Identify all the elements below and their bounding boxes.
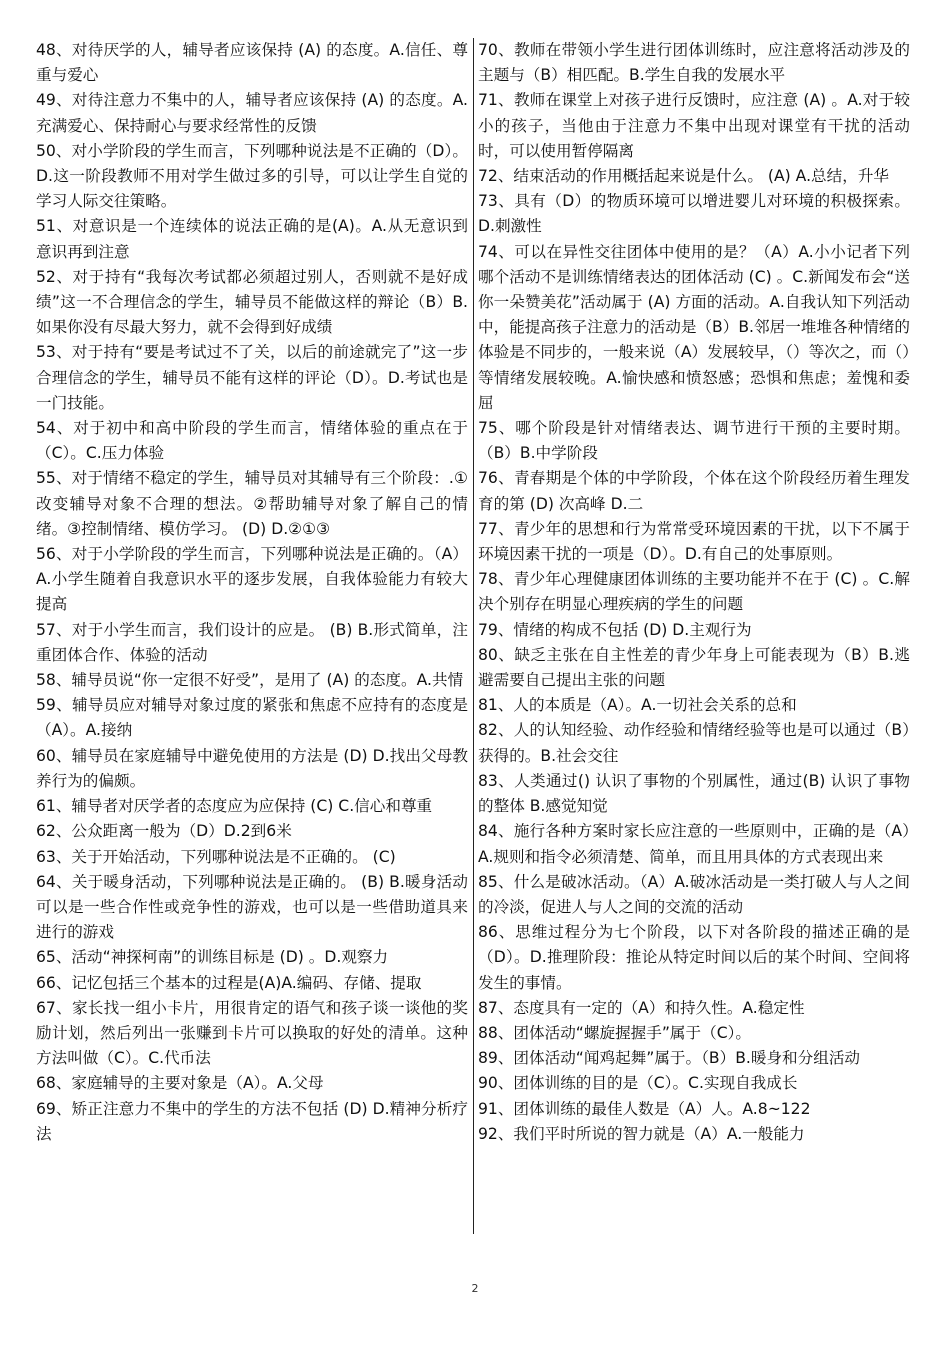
- column-divider: [473, 38, 474, 1234]
- question-item: 58、辅导员说“你一定很不好受”，是用了 (A) 的态度。A.共情: [36, 671, 464, 690]
- question-item: 55、对于情绪不稳定的学生，辅导员对其辅导有三个阶段：.①改变辅导对象不合理的想法。②帮助辅导对象了解自己的情绪。③控制情绪、模仿学习。 (D) D.②①③: [36, 469, 468, 538]
- question-item: 62、公众距离一般为（D）D.2到6米: [36, 822, 292, 841]
- question-item: 54、对于初中和高中阶段的学生而言，情绪体验的重点在于（C）。C.压力体验: [36, 419, 468, 463]
- question-item: 68、家庭辅导的主要对象是（A）。A.父母: [36, 1074, 324, 1093]
- question-item: 52、对于持有“我每次考试都必须超过别人，否则就不是好成绩”这一不合理信念的学生，辅导员不能做这样的辩论（B）B.如果你没有尽最大努力，就不会得到好成绩: [36, 267, 468, 337]
- question-item: 59、辅导员应对辅导对象过度的紧张和焦虑不应持有的态度是（A）。A.接纳: [36, 696, 468, 740]
- question-item: 82、人的认知经验、动作经验和情绪经验等也是可以通过（B）获得的。B.社会交往: [478, 721, 910, 765]
- question-item: 83、人类通过() 认识了事物的个别属性，通过(B) 认识了事物的整体 B.感觉知觉: [478, 771, 910, 816]
- question-item: 61、辅导者对厌学者的态度应为应保持 (C) C.信心和尊重: [36, 797, 433, 816]
- question-item: 86、思维过程分为七个阶段，以下对各阶段的描述正确的是（D）。D.推理阶段：推论从特定时间以后的某个时间、空间将发生的事情。: [478, 923, 910, 992]
- question-item: 75、哪个阶段是针对情绪表达、调节进行干预的主要时期。（B）B.中学阶段: [478, 419, 910, 463]
- question-item: 56、对于小学阶段的学生而言，下列哪种说法是正确的。（A）A.小学生随着自我意识水平的逐步发展，自我体验能力有较大提高: [36, 545, 468, 614]
- question-item: 63、关于开始活动，下列哪种说法是不正确的。 (C): [36, 847, 396, 866]
- question-item: 72、结束活动的作用概括起来说是什么。 (A) A.总结，升华: [478, 167, 890, 186]
- question-item: 60、辅导员在家庭辅导中避免使用的方法是 (D) D.找出父母教养行为的偏颇。: [36, 746, 468, 790]
- question-item: 78、青少年心理健康团体训练的主要功能并不在于 (C) 。C.解决个别存在明显心理疾病的学生的问题: [478, 570, 910, 614]
- document-page: [36, 38, 916, 1234]
- question-item: 91、团体训练的最佳人数是（A）人。A.8~122: [478, 1099, 811, 1118]
- question-item: 50、对小学阶段的学生而言，下列哪种说法是不正确的（D）。D.这一阶段教师不用对学生做过多的引导，可以让学生自觉的学习人际交往策略。: [36, 141, 468, 211]
- question-item: 49、对待注意力不集中的人，辅导者应该保持 (A) 的态度。A.充满爱心、保持耐心与要求经常性的反馈: [36, 91, 468, 135]
- question-item: 64、关于暖身活动，下列哪种说法是正确的。 (B) B.暖身活动可以是一些合作性或竞争性的游戏，也可以是一些借助道具来进行的游戏: [36, 872, 468, 942]
- question-item: 67、家长找一组小卡片，用很肯定的语气和孩子谈一谈他的奖励计划，然后列出一张赚到卡片可以换取的好处的清单。这种方法叫做（C）。C.代币法: [36, 998, 468, 1068]
- question-item: 53、对于持有“要是考试过不了关，以后的前途就完了”这一步合理信念的学生，辅导员不能有这样的评论（D）。D.考试也是一门技能。: [36, 343, 468, 412]
- question-item: 48、对待厌学的人，辅导者应该保持 (A) 的态度。A.信任、尊重与爱心: [36, 41, 468, 85]
- question-item: 88、团体活动“螺旋握握手”属于（C）。: [478, 1023, 751, 1042]
- question-item: 65、活动“神探柯南”的训练目标是 (D) 。D.观察力: [36, 948, 389, 967]
- question-item: 81、人的本质是（A）。A.一切社会关系的总和: [478, 696, 797, 715]
- question-item: 77、青少年的思想和行为常常受环境因素的干扰，以下不属于环境因素干扰的一项是（D）。D.有自己的处事原则。: [478, 519, 910, 564]
- question-item: 76、青春期是个体的中学阶段，个体在这个阶段经历着生理发育的第 (D) 次高峰 D.二: [478, 469, 910, 513]
- question-item: 69、矫正注意力不集中的学生的方法不包括 (D) D.精神分析疗法: [36, 1099, 468, 1143]
- question-item: 85、什么是破冰活动。（A）A.破冰活动是一类打破人与人之间的冷淡，促进人与人之间的交流的活动: [478, 872, 910, 916]
- left-column: [36, 38, 468, 1147]
- question-item: 80、缺乏主张在自主性差的青少年身上可能表现为（B）B.逃避需要自己提出主张的问题: [478, 645, 910, 690]
- question-item: 70、教师在带领小学生进行团体训练时，应注意将活动涉及的主题与（B）相匹配。B.学生自我的发展水平: [478, 41, 910, 85]
- question-item: 92、我们平时所说的智力就是（A）A.一般能力: [478, 1124, 805, 1143]
- page-number: 2: [471, 1282, 479, 1295]
- question-item: 87、态度具有一定的（A）和持久性。A.稳定性: [478, 998, 805, 1017]
- question-item: 74、可以在异性交往团体中使用的是？（A）A.小小记者下列哪个活动不是训练情绪表达的团体活动 (C) 。C.新闻发布会“送你一朵赞美花”活动属于 (A) 方面的活动。A.自我认知下列活动中，能提高孩子注意力的活动是（B）B.邻居一堆堆各种情绪的体验是不同步的，一般来说（A）发展较早，（）等次之，而（）等情绪发展较晚。A.愉快感和愤怒感；恐惧和焦虑；羞愧和委屈: [478, 242, 910, 412]
- question-item: 73、具有（D）的物质环境可以增进婴儿对环境的积极探索。D.刺激性: [478, 192, 910, 236]
- question-item: 89、团体活动“闻鸡起舞”属于。（B）B.暖身和分组活动: [478, 1049, 861, 1068]
- question-item: 51、对意识是一个连续体的说法正确的是(A)。A.从无意识到意识再到注意: [36, 217, 468, 261]
- question-item: 66、记忆包括三个基本的过程是(A)A.编码、存储、提取: [36, 973, 422, 992]
- question-item: 90、团体训练的目的是（C）。C.实现自我成长: [478, 1074, 798, 1093]
- question-item: 57、对于小学生而言，我们设计的应是。 (B) B.形式简单，注重团体合作、体验的活动: [36, 620, 468, 664]
- question-item: 71、教师在课堂上对孩子进行反馈时，应注意 (A) 。A.对于较小的孩子，当他由于注意力不集中出现对课堂有干扰的活动时，可以使用暂停隔离: [478, 91, 910, 160]
- question-item: 84、施行各种方案时家长应注意的一些原则中，正确的是（A）A.规则和指令必须清楚、简单，而且用具体的方式表现出来: [478, 822, 910, 866]
- right-column: [478, 38, 910, 1147]
- question-item: 79、情绪的构成不包括 (D) D.主观行为: [478, 620, 752, 639]
